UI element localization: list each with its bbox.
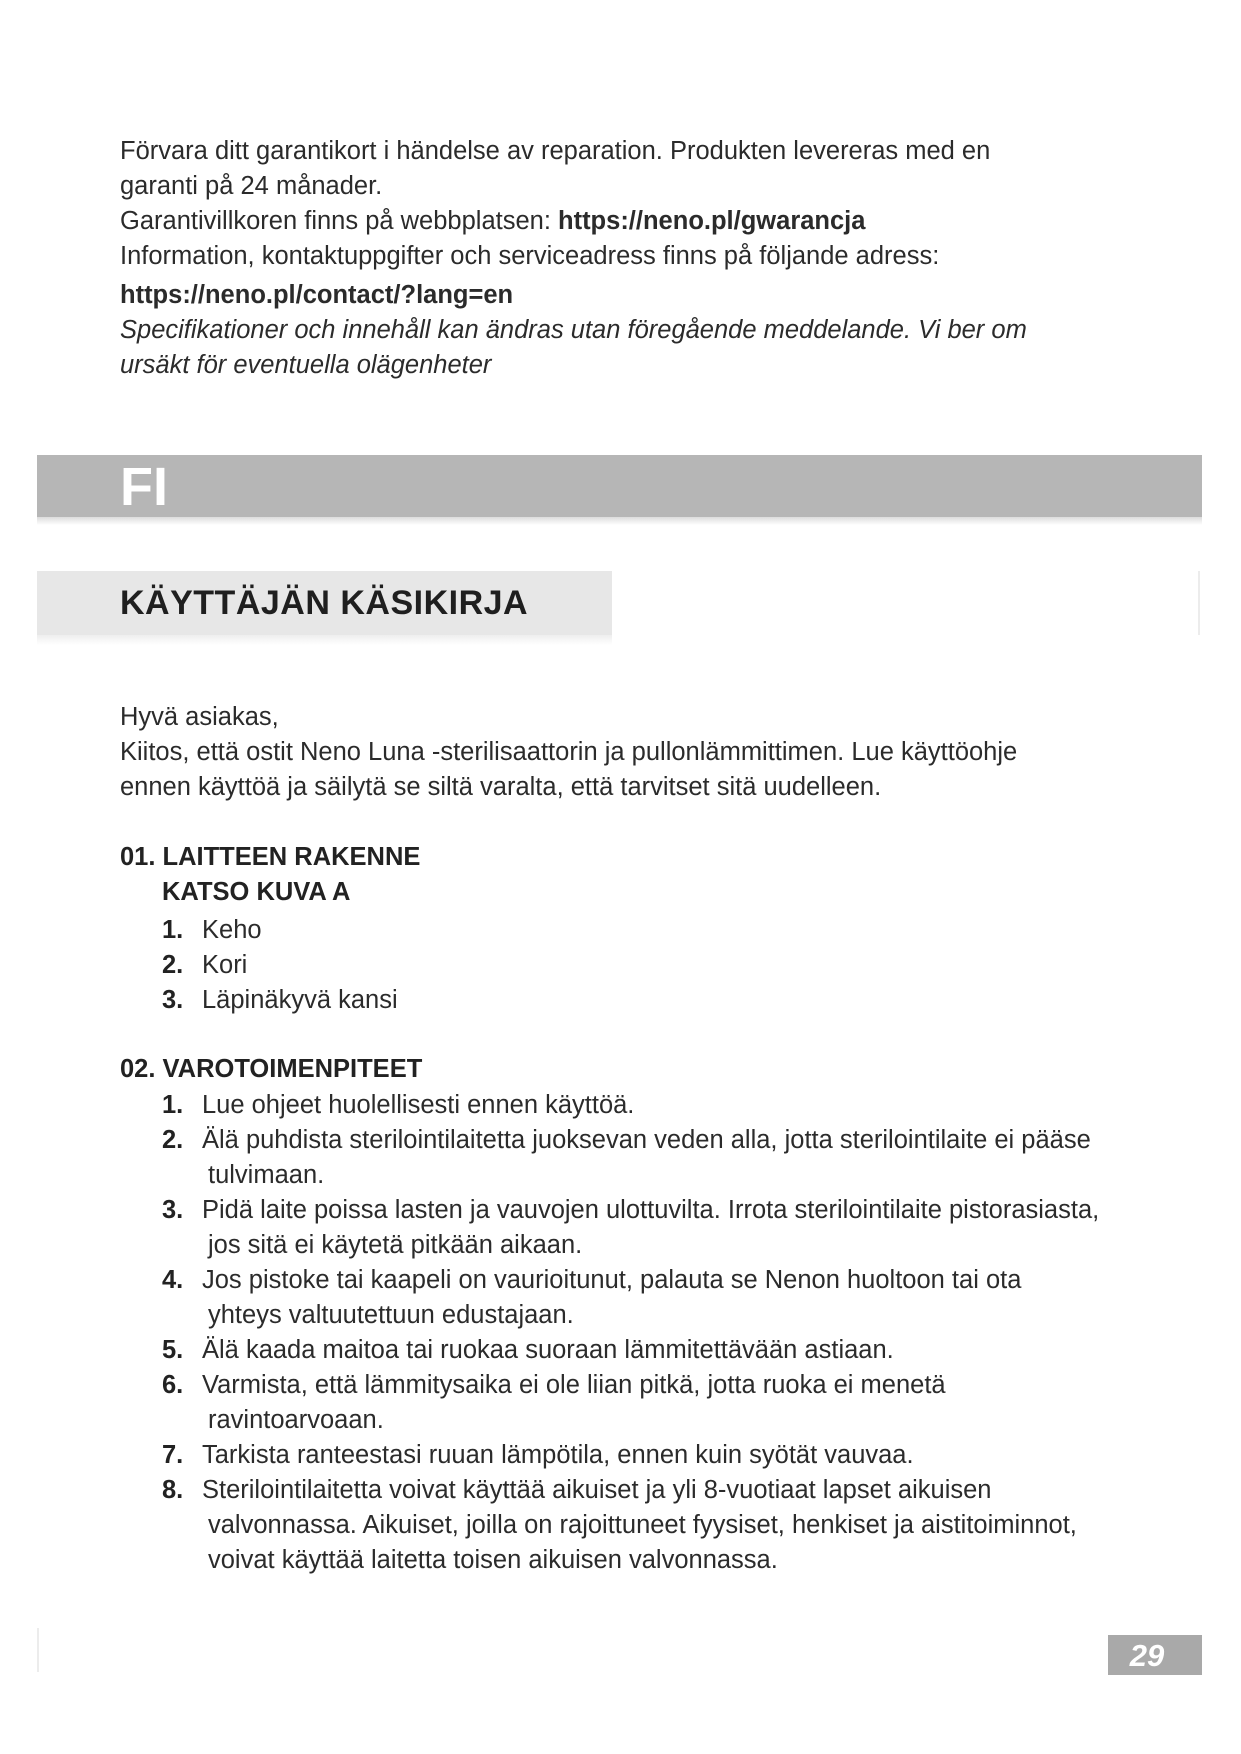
precautions-list [162, 1088, 1102, 1578]
item-text: Lue ohjeet huolellisesti ennen käyttöä. [202, 1091, 635, 1119]
list-item [162, 948, 1102, 983]
item-number: 1. [162, 1091, 184, 1119]
section-1-subtitle: KATSO KUVA A [162, 878, 351, 906]
warranty-url-link[interactable]: https://neno.pl/gwarancja [558, 207, 866, 235]
list-item [162, 1088, 1102, 1123]
item-text: Älä puhdista sterilointilaitetta juoksevan veden alla, jotta sterilointilaite ei pääse tulvimaan. [202, 1126, 1091, 1189]
item-number: 4. [162, 1266, 184, 1294]
disclaimer-line-1: Specifikationer och innehåll kan ändras utan föregående meddelande. Vi ber om [120, 316, 1027, 344]
item-number: 5. [162, 1336, 184, 1364]
list-item [162, 983, 1102, 1018]
item-number: 3. [162, 986, 184, 1014]
item-number: 8. [162, 1476, 184, 1504]
warranty-info-block [120, 134, 1120, 383]
greeting-line-1: Kiitos, että ostit Neno Luna -sterilisaattorin ja pullonlämmittimen. Lue käyttöohje [120, 738, 1018, 766]
item-text: Läpinäkyvä kansi [202, 986, 398, 1014]
footer-rule [37, 1628, 39, 1672]
greeting-line-2: ennen käyttöä ja säilytä se siltä varalta, että tarvitset sitä uudelleen. [120, 773, 882, 801]
manual-title-banner-shadow [37, 635, 612, 645]
list-item [162, 1473, 1102, 1578]
item-text: Sterilointilaitetta voivat käyttää aikuiset ja yli 8-vuotiaat lapset aikuisen valvonnassa. Aikuiset, joilla on rajoittuneet fyysiset, henkiset ja aistitoiminnot, voivat käyttää laitetta toisen aikuisen valvonnassa. [202, 1476, 1077, 1574]
warranty-terms-line [120, 204, 1120, 239]
item-text: Keho [202, 916, 262, 944]
section-1-title: 01. LAITTEEN RAKENNE [120, 843, 421, 871]
item-number: 2. [162, 1126, 184, 1154]
margin-rule [1198, 571, 1200, 635]
warranty-terms-prefix: Garantivillkoren finns på webbplatsen: [120, 207, 558, 235]
item-text: Älä kaada maitoa tai ruokaa suoraan lämmitettävään astiaan. [202, 1336, 894, 1364]
greeting-block [120, 700, 1120, 805]
list-item [162, 1123, 1102, 1193]
list-item [162, 1368, 1102, 1438]
contact-url-link[interactable]: https://neno.pl/contact/?lang=en [120, 281, 514, 309]
warranty-card-text: Förvara ditt garantikort i händelse av reparation. Produkten levereras med en [120, 137, 991, 165]
language-code: FI [120, 457, 168, 517]
item-number: 7. [162, 1441, 184, 1469]
disclaimer-line-2: ursäkt för eventuella olägenheter [120, 351, 492, 379]
list-item [162, 1333, 1102, 1368]
list-item [162, 1193, 1102, 1263]
list-item [162, 913, 1102, 948]
item-text: Pidä laite poissa lasten ja vauvojen ulottuvilta. Irrota sterilointilaite pistorasiasta, jos sitä ei käytetä pitkään aikaan. [202, 1196, 1100, 1259]
item-text: Jos pistoke tai kaapeli on vaurioitunut, palauta se Nenon huoltoon tai ota yhteys valtuutettuun edustajaan. [202, 1266, 1022, 1329]
contact-info-text: Information, kontaktuppgifter och serviceadress finns på följande adress: [120, 242, 940, 270]
item-number: 1. [162, 916, 184, 944]
language-banner-shadow [37, 517, 1202, 525]
section-2-title: 02. VAROTOIMENPITEET [120, 1055, 423, 1083]
item-text: Tarkista ranteestasi ruuan lämpötila, ennen kuin syötät vauvaa. [202, 1441, 914, 1469]
manual-title: KÄYTTÄJÄN KÄSIKIRJA [120, 584, 529, 622]
item-text: Kori [202, 951, 248, 979]
item-number: 3. [162, 1196, 184, 1224]
item-number: 6. [162, 1371, 184, 1399]
language-banner [37, 455, 1202, 517]
item-text: Varmista, että lämmitysaika ei ole liian pitkä, jotta ruoka ei menetä ravintoarvoaan. [202, 1371, 946, 1434]
list-item [162, 1438, 1102, 1473]
item-number: 2. [162, 951, 184, 979]
salutation: Hyvä asiakas, [120, 703, 279, 731]
page-number: 29 [1129, 1638, 1165, 1673]
warranty-period-text: garanti på 24 månader. [120, 172, 383, 200]
list-item [162, 1263, 1102, 1333]
device-parts-list [162, 913, 1102, 1018]
